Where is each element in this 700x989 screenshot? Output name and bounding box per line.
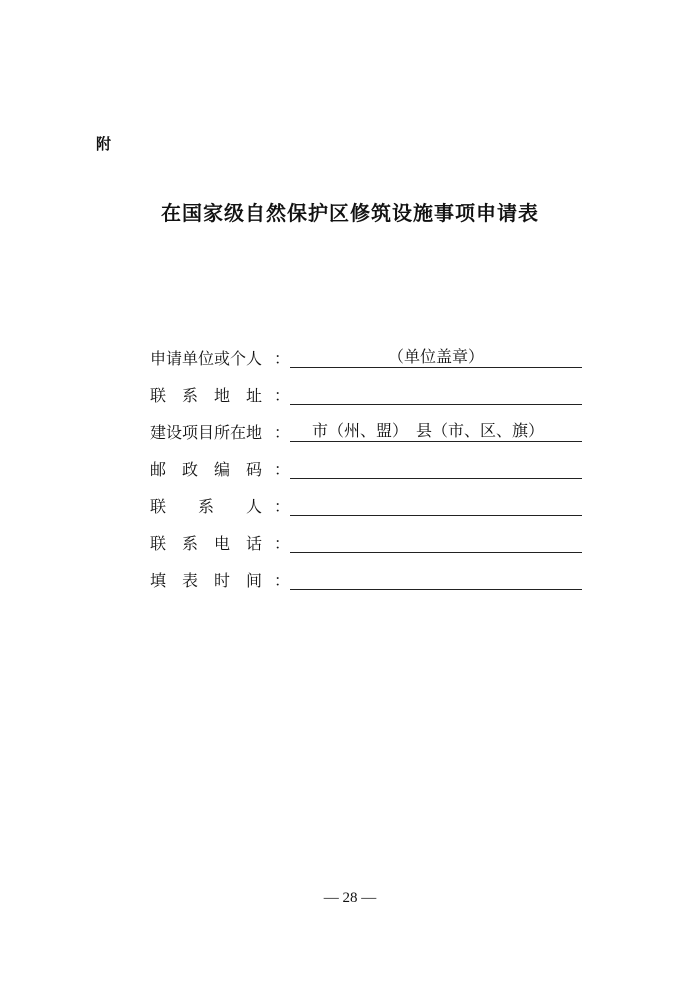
attachment-label: 附 — [96, 135, 113, 153]
project-location-underline — [290, 441, 582, 442]
form-row-postcode — [150, 453, 582, 490]
form-row-fill-date — [150, 564, 582, 601]
form-row-applicant — [150, 342, 582, 379]
applicant-field[interactable]: （单位盖章） — [387, 347, 484, 366]
fill-date-underline — [290, 589, 582, 590]
form-row-phone — [150, 527, 582, 564]
applicant-underline — [290, 367, 582, 368]
postcode-underline — [290, 478, 582, 479]
contact-person-label: 联 系 人 — [150, 497, 263, 516]
phone-label: 联 系 电 话 — [150, 534, 263, 553]
form-row-contact-person — [150, 490, 582, 527]
postcode-label: 邮 政 编 码 — [150, 460, 263, 479]
postcode-colon: ： — [274, 460, 291, 479]
phone-colon: ： — [274, 534, 291, 553]
applicant-colon: ： — [274, 349, 291, 368]
page-number: — 28 — — [323, 890, 377, 906]
application-form — [150, 342, 582, 601]
project-location-colon: ： — [274, 423, 291, 442]
project-location-label: 建设项目所在地 — [150, 423, 263, 442]
form-row-project-location — [150, 416, 582, 453]
fill-date-label: 填 表 时 间 — [150, 571, 263, 590]
address-underline — [290, 404, 582, 405]
contact-person-underline — [290, 515, 582, 516]
fill-date-colon: ： — [274, 571, 291, 590]
form-title: 在国家级自然保护区修筑设施事项申请表 — [161, 201, 539, 225]
address-label: 联 系 地 址 — [150, 386, 263, 405]
form-row-address — [150, 379, 582, 416]
applicant-label: 申请单位或个人 — [150, 349, 263, 368]
phone-underline — [290, 552, 582, 553]
address-colon: ： — [274, 386, 291, 405]
project-location-field[interactable]: 市（州、盟） 县（市、区、旗） — [312, 421, 545, 440]
contact-person-colon: ： — [274, 497, 291, 516]
